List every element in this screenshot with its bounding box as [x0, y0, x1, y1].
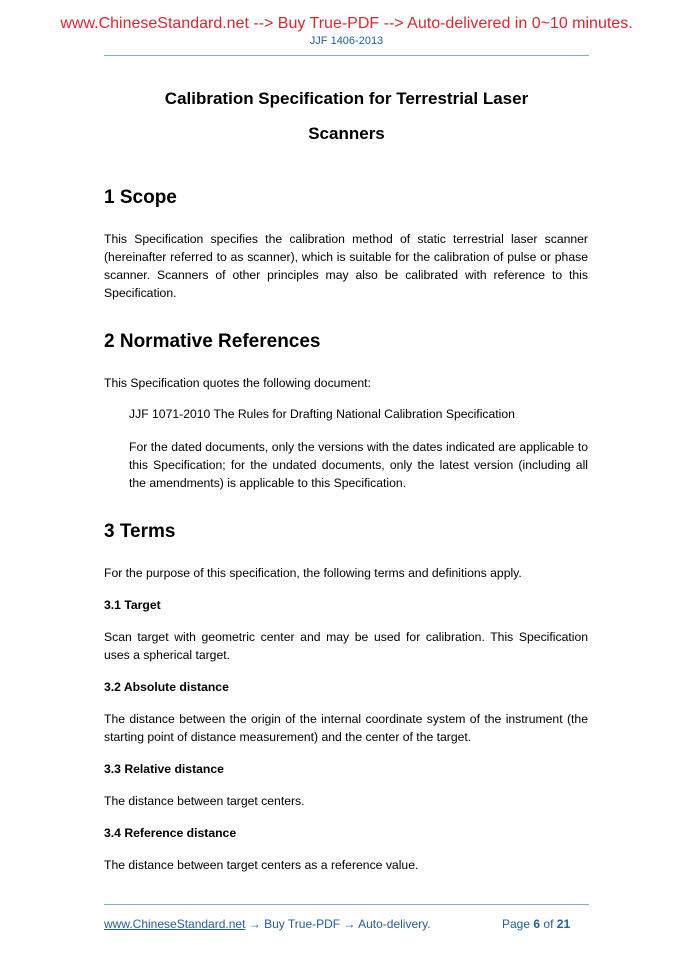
document-title-line2: Scanners — [308, 124, 385, 143]
scope-paragraph: This Specification specifies the calibration method of static terrestrial laser scanner (hereinafter referred to as scanner), which is suitable for the calibration of pulse or phase scanner. Scanners of other principles may also be calibrated with reference to this Specification. — [104, 232, 588, 300]
section-heading-scope: 1 Scope — [104, 187, 177, 208]
current-page-number: 6 — [533, 917, 541, 931]
footer-divider — [104, 904, 589, 905]
section-heading-terms: 3 Terms — [104, 521, 176, 542]
top-banner[interactable]: www.ChineseStandard.net --> Buy True-PDF --> Auto-delivered in 0~10 minutes. — [60, 15, 633, 32]
term-text-target: Scan target with geometric center and may be used for calibration. This Specification uses a spherical target. — [104, 630, 588, 662]
references-note: For the dated documents, only the versions with the dates indicated are applicable to this Specification; for the undated documents, only the latest version (including all the amendments) is applicable to this Specification. — [129, 440, 588, 490]
document-title-line1: Calibration Specification for Terrestrial Laser — [164, 89, 529, 108]
term-text-relative-distance: The distance between target centers. — [104, 794, 305, 808]
section-heading-normative-references: 2 Normative References — [104, 331, 321, 352]
page-indicator — [502, 916, 570, 932]
terms-intro: For the purpose of this specification, the following terms and definitions apply. — [104, 566, 522, 580]
footer-link-text: → Buy True-PDF → Auto-delivery. — [245, 917, 431, 931]
term-text-reference-distance: The distance between target centers as a reference value. — [104, 858, 419, 872]
term-heading-absolute-distance: 3.2 Absolute distance — [104, 680, 229, 694]
page-label: Page — [502, 917, 531, 931]
footer-website-link[interactable]: www.ChineseStandard.net — [104, 917, 246, 931]
references-intro: This Specification quotes the following document: — [104, 376, 371, 390]
reference-item: JJF 1071-2010 The Rules for Drafting National Calibration Specification — [129, 407, 515, 421]
footer-link-line — [104, 916, 431, 932]
term-text-absolute-distance: The distance between the origin of the internal coordinate system of the instrument (the starting point of distance measurement) and the center of the target. — [104, 712, 588, 744]
header-divider — [104, 55, 589, 56]
document-id: JJF 1406-2013 — [309, 35, 384, 47]
total-page-count: 21 — [556, 917, 571, 931]
of-label: of — [543, 917, 554, 931]
term-heading-target: 3.1 Target — [104, 598, 161, 612]
term-heading-reference-distance: 3.4 Reference distance — [104, 826, 237, 840]
term-heading-relative-distance: 3.3 Relative distance — [104, 762, 224, 776]
